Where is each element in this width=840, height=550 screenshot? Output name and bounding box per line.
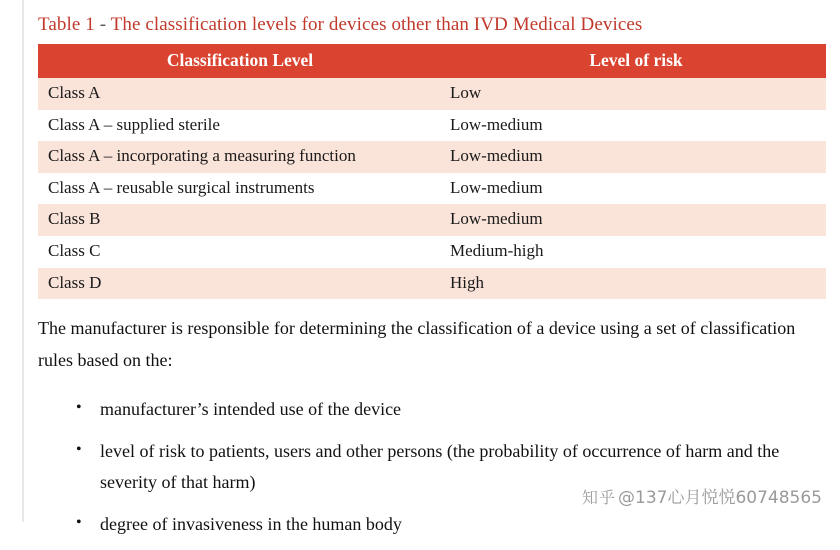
column-header-level-of-risk: Level of risk bbox=[442, 44, 826, 78]
cell-level-of-risk: Low-medium bbox=[442, 110, 826, 142]
table-caption-label: Table 1 bbox=[38, 14, 95, 35]
table-caption bbox=[38, 14, 818, 36]
table-row bbox=[38, 78, 826, 110]
watermark bbox=[582, 483, 822, 508]
table-row bbox=[38, 141, 826, 173]
table-caption-text: The classification levels for devices other than IVD Medical Devices bbox=[110, 14, 643, 35]
cell-classification-level: Class D bbox=[38, 268, 442, 300]
cell-level-of-risk: High bbox=[442, 268, 826, 300]
cell-level-of-risk: Medium-high bbox=[442, 236, 826, 268]
classification-rules-list bbox=[38, 394, 818, 540]
watermark-text: @137心月悦悦60748565 bbox=[618, 488, 822, 508]
table-row bbox=[38, 204, 826, 236]
table-row bbox=[38, 268, 826, 300]
cell-classification-level: Class A bbox=[38, 78, 442, 110]
cell-classification-level: Class A – incorporating a measuring function bbox=[38, 141, 442, 173]
cell-classification-level: Class B bbox=[38, 204, 442, 236]
cell-classification-level: Class A – supplied sterile bbox=[38, 110, 442, 142]
cell-level-of-risk: Low bbox=[442, 78, 826, 110]
cell-classification-level: Class A – reusable surgical instruments bbox=[38, 173, 442, 205]
table-header-row bbox=[38, 44, 826, 78]
classification-table bbox=[38, 44, 826, 299]
cell-level-of-risk: Low-medium bbox=[442, 141, 826, 173]
page-left-rule bbox=[22, 0, 24, 522]
list-item: • degree of invasiveness in the human body bbox=[100, 509, 818, 541]
cell-level-of-risk: Low-medium bbox=[442, 173, 826, 205]
document-content bbox=[38, 14, 818, 550]
list-item: • manufacturer’s intended use of the device bbox=[100, 394, 818, 426]
zhihu-logo-icon: 知乎 bbox=[582, 488, 617, 507]
cell-classification-level: Class C bbox=[38, 236, 442, 268]
table-row bbox=[38, 110, 826, 142]
body-paragraph: The manufacturer is responsible for determining the classification of a device using a set of classification rules based on the: bbox=[38, 318, 796, 370]
cell-level-of-risk: Low-medium bbox=[442, 204, 826, 236]
table-row bbox=[38, 236, 826, 268]
table-row bbox=[38, 173, 826, 205]
list-item: • level of risk to patients, users and other persons (the probability of occurrence of harm and the severity of that harm) bbox=[100, 436, 818, 499]
table-caption-dash: - bbox=[94, 14, 111, 35]
column-header-classification-level: Classification Level bbox=[38, 44, 442, 78]
